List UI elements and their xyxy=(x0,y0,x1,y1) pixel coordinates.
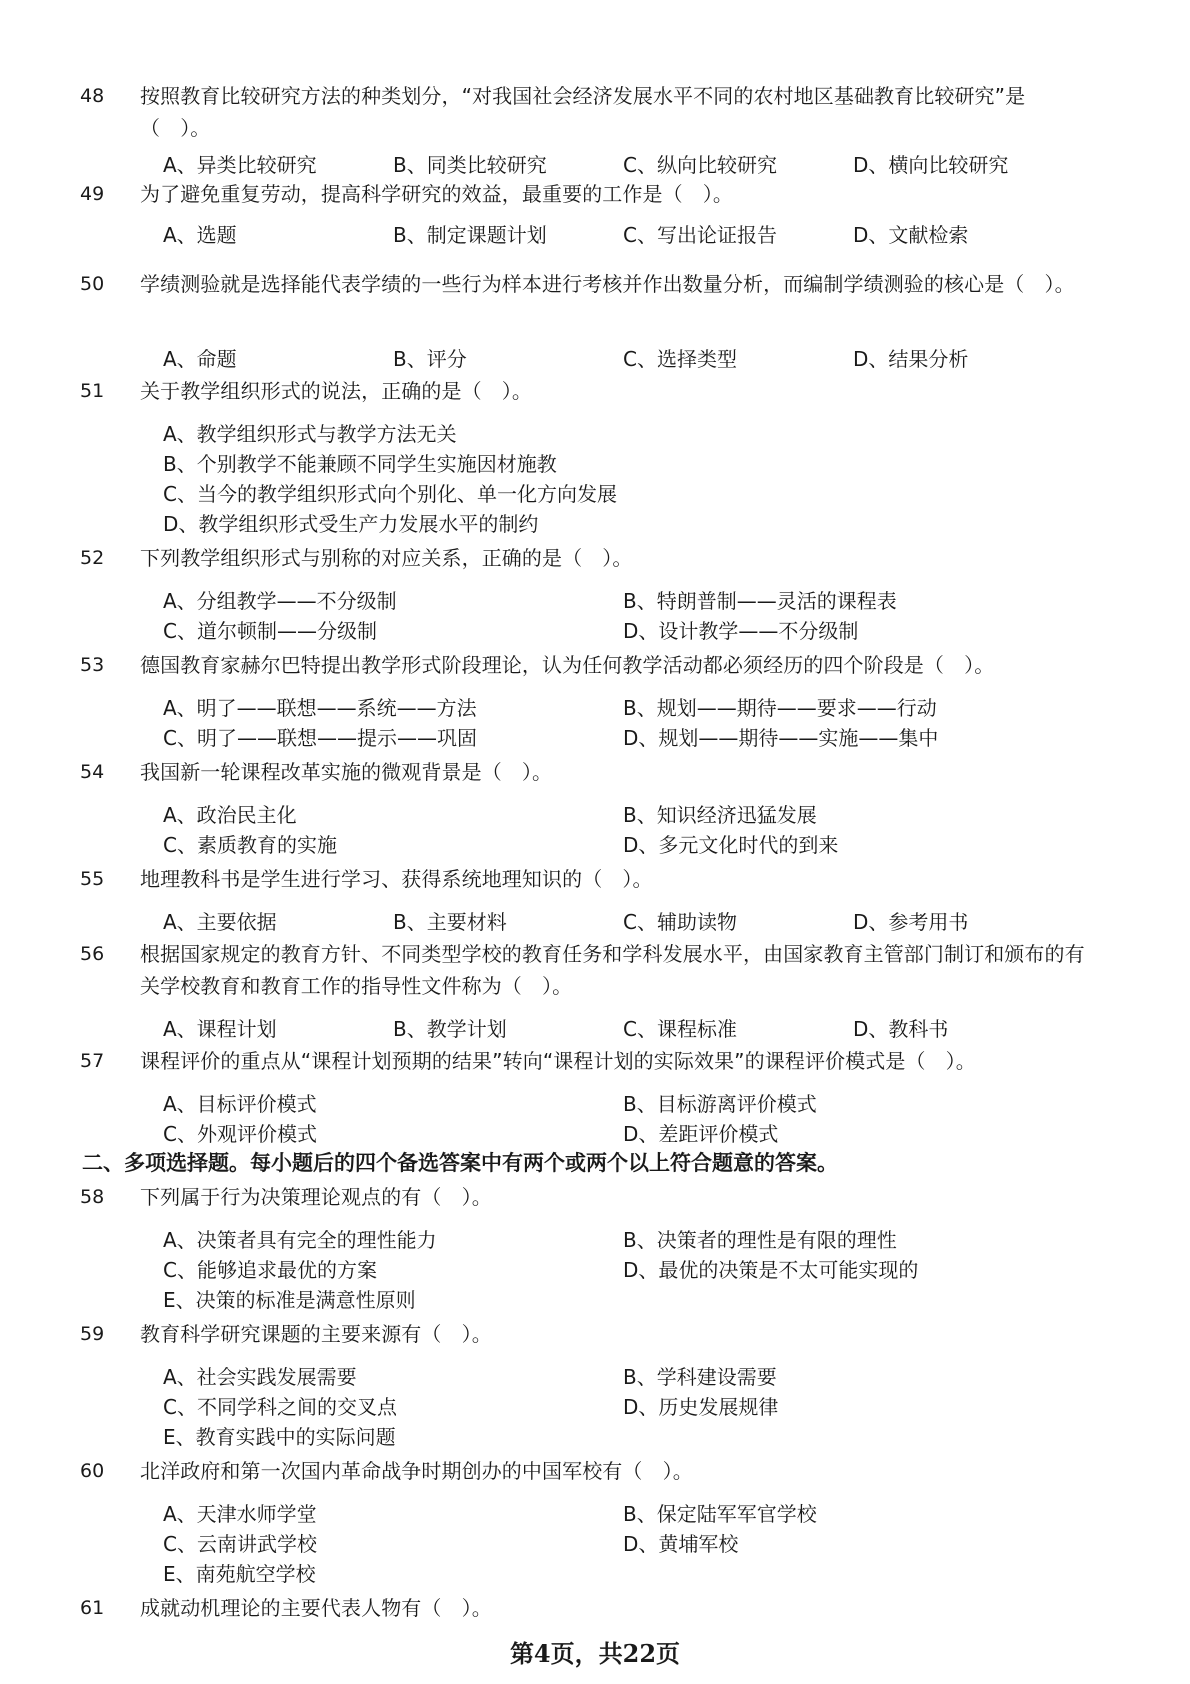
option-c: C、道尔顿制——分级制 xyxy=(163,619,377,643)
question-text: 关于教学组织形式的说法，正确的是（ ）。 xyxy=(140,379,532,403)
options xyxy=(163,800,1083,860)
option-a: A、目标评价模式 xyxy=(163,1092,317,1116)
options xyxy=(163,693,1083,753)
question-number: 55 xyxy=(80,868,105,890)
options xyxy=(163,1225,1083,1315)
option-c: C、能够追求最优的方案 xyxy=(163,1258,377,1282)
question-number: 61 xyxy=(80,1597,105,1619)
option-d: D、参考用书 xyxy=(853,910,969,934)
option-a: A、分组教学——不分级制 xyxy=(163,589,397,613)
question-number: 48 xyxy=(80,85,105,107)
options xyxy=(163,1362,1083,1452)
option-a: A、天津水师学堂 xyxy=(163,1502,317,1526)
options xyxy=(163,150,1083,180)
question-text: 下列属于行为决策理论观点的有（ ）。 xyxy=(140,1185,492,1209)
option-d: D、差距评价模式 xyxy=(623,1122,779,1146)
options xyxy=(163,1014,1083,1044)
option-d: D、黄埔军校 xyxy=(623,1532,739,1556)
option-a: A、明了——联想——系统——方法 xyxy=(163,696,477,720)
option-a: A、选题 xyxy=(163,223,237,247)
question-number: 59 xyxy=(80,1323,105,1345)
question-text: 为了避免重复劳动，提高科学研究的效益，最重要的工作是（ ）。 xyxy=(140,182,733,206)
options xyxy=(163,907,1083,937)
page-footer: 第4页，共22页 xyxy=(509,1639,681,1668)
option-a: A、主要依据 xyxy=(163,910,277,934)
option-d: D、规划——期待——实施——集中 xyxy=(623,726,939,750)
question-number: 56 xyxy=(80,943,105,965)
options xyxy=(163,220,1083,250)
question-text: 按照教育比较研究方法的种类划分，“对我国社会经济发展水平不同的农村地区基础教育比较研究”是（ ）。 xyxy=(140,84,1026,140)
option-c: C、纵向比较研究 xyxy=(623,153,777,177)
question-text: 地理教科书是学生进行学习、获得系统地理知识的（ ）。 xyxy=(140,867,653,891)
option-a: A、课程计划 xyxy=(163,1017,277,1041)
option-c: C、当今的教学组织形式向个别化、单一化方向发展 xyxy=(163,482,617,506)
option-c: C、课程标准 xyxy=(623,1017,737,1041)
option-b: B、规划——期待——要求——行动 xyxy=(623,696,937,720)
option-c: C、云南讲武学校 xyxy=(163,1532,317,1556)
question-text: 学绩测验就是选择能代表学绩的一些行为样本进行考核并作出数量分析，而编制学绩测验的核心是（ ）。 xyxy=(140,272,1075,296)
option-c: C、不同学科之间的交叉点 xyxy=(163,1395,397,1419)
option-d: D、设计教学——不分级制 xyxy=(623,619,859,643)
question-text: 成就动机理论的主要代表人物有（ ）。 xyxy=(140,1596,492,1620)
question-number: 53 xyxy=(80,654,105,676)
option-e: E、决策的标准是满意性原则 xyxy=(163,1288,416,1312)
question-number: 49 xyxy=(80,183,105,205)
option-d: D、文献检索 xyxy=(853,223,969,247)
option-b: B、保定陆军军官学校 xyxy=(623,1502,817,1526)
option-a: A、社会实践发展需要 xyxy=(163,1365,357,1389)
option-d: D、多元文化时代的到来 xyxy=(623,833,839,857)
option-a: A、决策者具有完全的理性能力 xyxy=(163,1228,437,1252)
option-c: C、写出论证报告 xyxy=(623,223,777,247)
question-text: 北洋政府和第一次国内革命战争时期创办的中国军校有（ ）。 xyxy=(140,1459,693,1483)
option-a: A、教学组织形式与教学方法无关 xyxy=(163,422,457,446)
question-number: 51 xyxy=(80,380,105,402)
option-d: D、横向比较研究 xyxy=(853,153,1009,177)
question-number: 60 xyxy=(80,1460,105,1482)
option-c: C、辅助读物 xyxy=(623,910,737,934)
question-number: 52 xyxy=(80,547,105,569)
question-number: 57 xyxy=(80,1050,105,1072)
option-b: B、决策者的理性是有限的理性 xyxy=(623,1228,897,1252)
option-e: E、教育实践中的实际问题 xyxy=(163,1425,396,1449)
option-e: E、南苑航空学校 xyxy=(163,1562,316,1586)
option-b: B、学科建设需要 xyxy=(623,1365,777,1389)
option-c: C、素质教育的实施 xyxy=(163,833,337,857)
options xyxy=(163,1089,1083,1149)
question-number: 54 xyxy=(80,761,105,783)
option-d: D、教科书 xyxy=(853,1017,949,1041)
option-b: B、主要材料 xyxy=(393,910,507,934)
option-b: B、特朗普制——灵活的课程表 xyxy=(623,589,897,613)
option-c: C、选择类型 xyxy=(623,347,737,371)
question-number: 50 xyxy=(80,273,105,295)
option-d: D、历史发展规律 xyxy=(623,1395,779,1419)
option-b: B、评分 xyxy=(393,347,467,371)
question-text: 下列教学组织形式与别称的对应关系，正确的是（ ）。 xyxy=(140,546,633,570)
question-text: 教育科学研究课题的主要来源有（ ）。 xyxy=(140,1322,492,1346)
question-text: 德国教育家赫尔巴特提出教学形式阶段理论，认为任何教学活动都必须经历的四个阶段是（ ）。 xyxy=(140,653,995,677)
options xyxy=(163,1499,1083,1589)
option-d: D、结果分析 xyxy=(853,347,969,371)
option-d: D、最优的决策是不太可能实现的 xyxy=(623,1258,919,1282)
options xyxy=(163,344,1083,374)
option-a: A、政治民主化 xyxy=(163,803,297,827)
option-b: B、同类比较研究 xyxy=(393,153,547,177)
option-c: C、明了——联想——提示——巩固 xyxy=(163,726,477,750)
options xyxy=(163,419,1083,539)
option-b: B、教学计划 xyxy=(393,1017,507,1041)
question-number: 58 xyxy=(80,1186,105,1208)
option-b: B、制定课题计划 xyxy=(393,223,547,247)
question-text: 课程评价的重点从“课程计划预期的结果”转向“课程计划的实际效果”的课程评价模式是（ ）。 xyxy=(140,1049,976,1073)
question-text: 根据国家规定的教育方针、不同类型学校的教育任务和学科发展水平，由国家教育主管部门制订和颁布的有关学校教育和教育工作的指导性文件称为（ ）。 xyxy=(140,942,1085,998)
option-d: D、教学组织形式受生产力发展水平的制约 xyxy=(163,512,539,536)
section-heading-multiple-choice: 二、多项选择题。每小题后的四个备选答案中有两个或两个以上符合题意的答案。 xyxy=(82,1151,838,1175)
option-b: B、知识经济迅猛发展 xyxy=(623,803,817,827)
option-b: B、个别教学不能兼顾不同学生实施因材施教 xyxy=(163,452,557,476)
question-text: 我国新一轮课程改革实施的微观背景是（ ）。 xyxy=(140,760,553,784)
option-a: A、命题 xyxy=(163,347,237,371)
option-a: A、异类比较研究 xyxy=(163,153,317,177)
option-b: B、目标游离评价模式 xyxy=(623,1092,817,1116)
option-c: C、外观评价模式 xyxy=(163,1122,317,1146)
options xyxy=(163,586,1083,646)
